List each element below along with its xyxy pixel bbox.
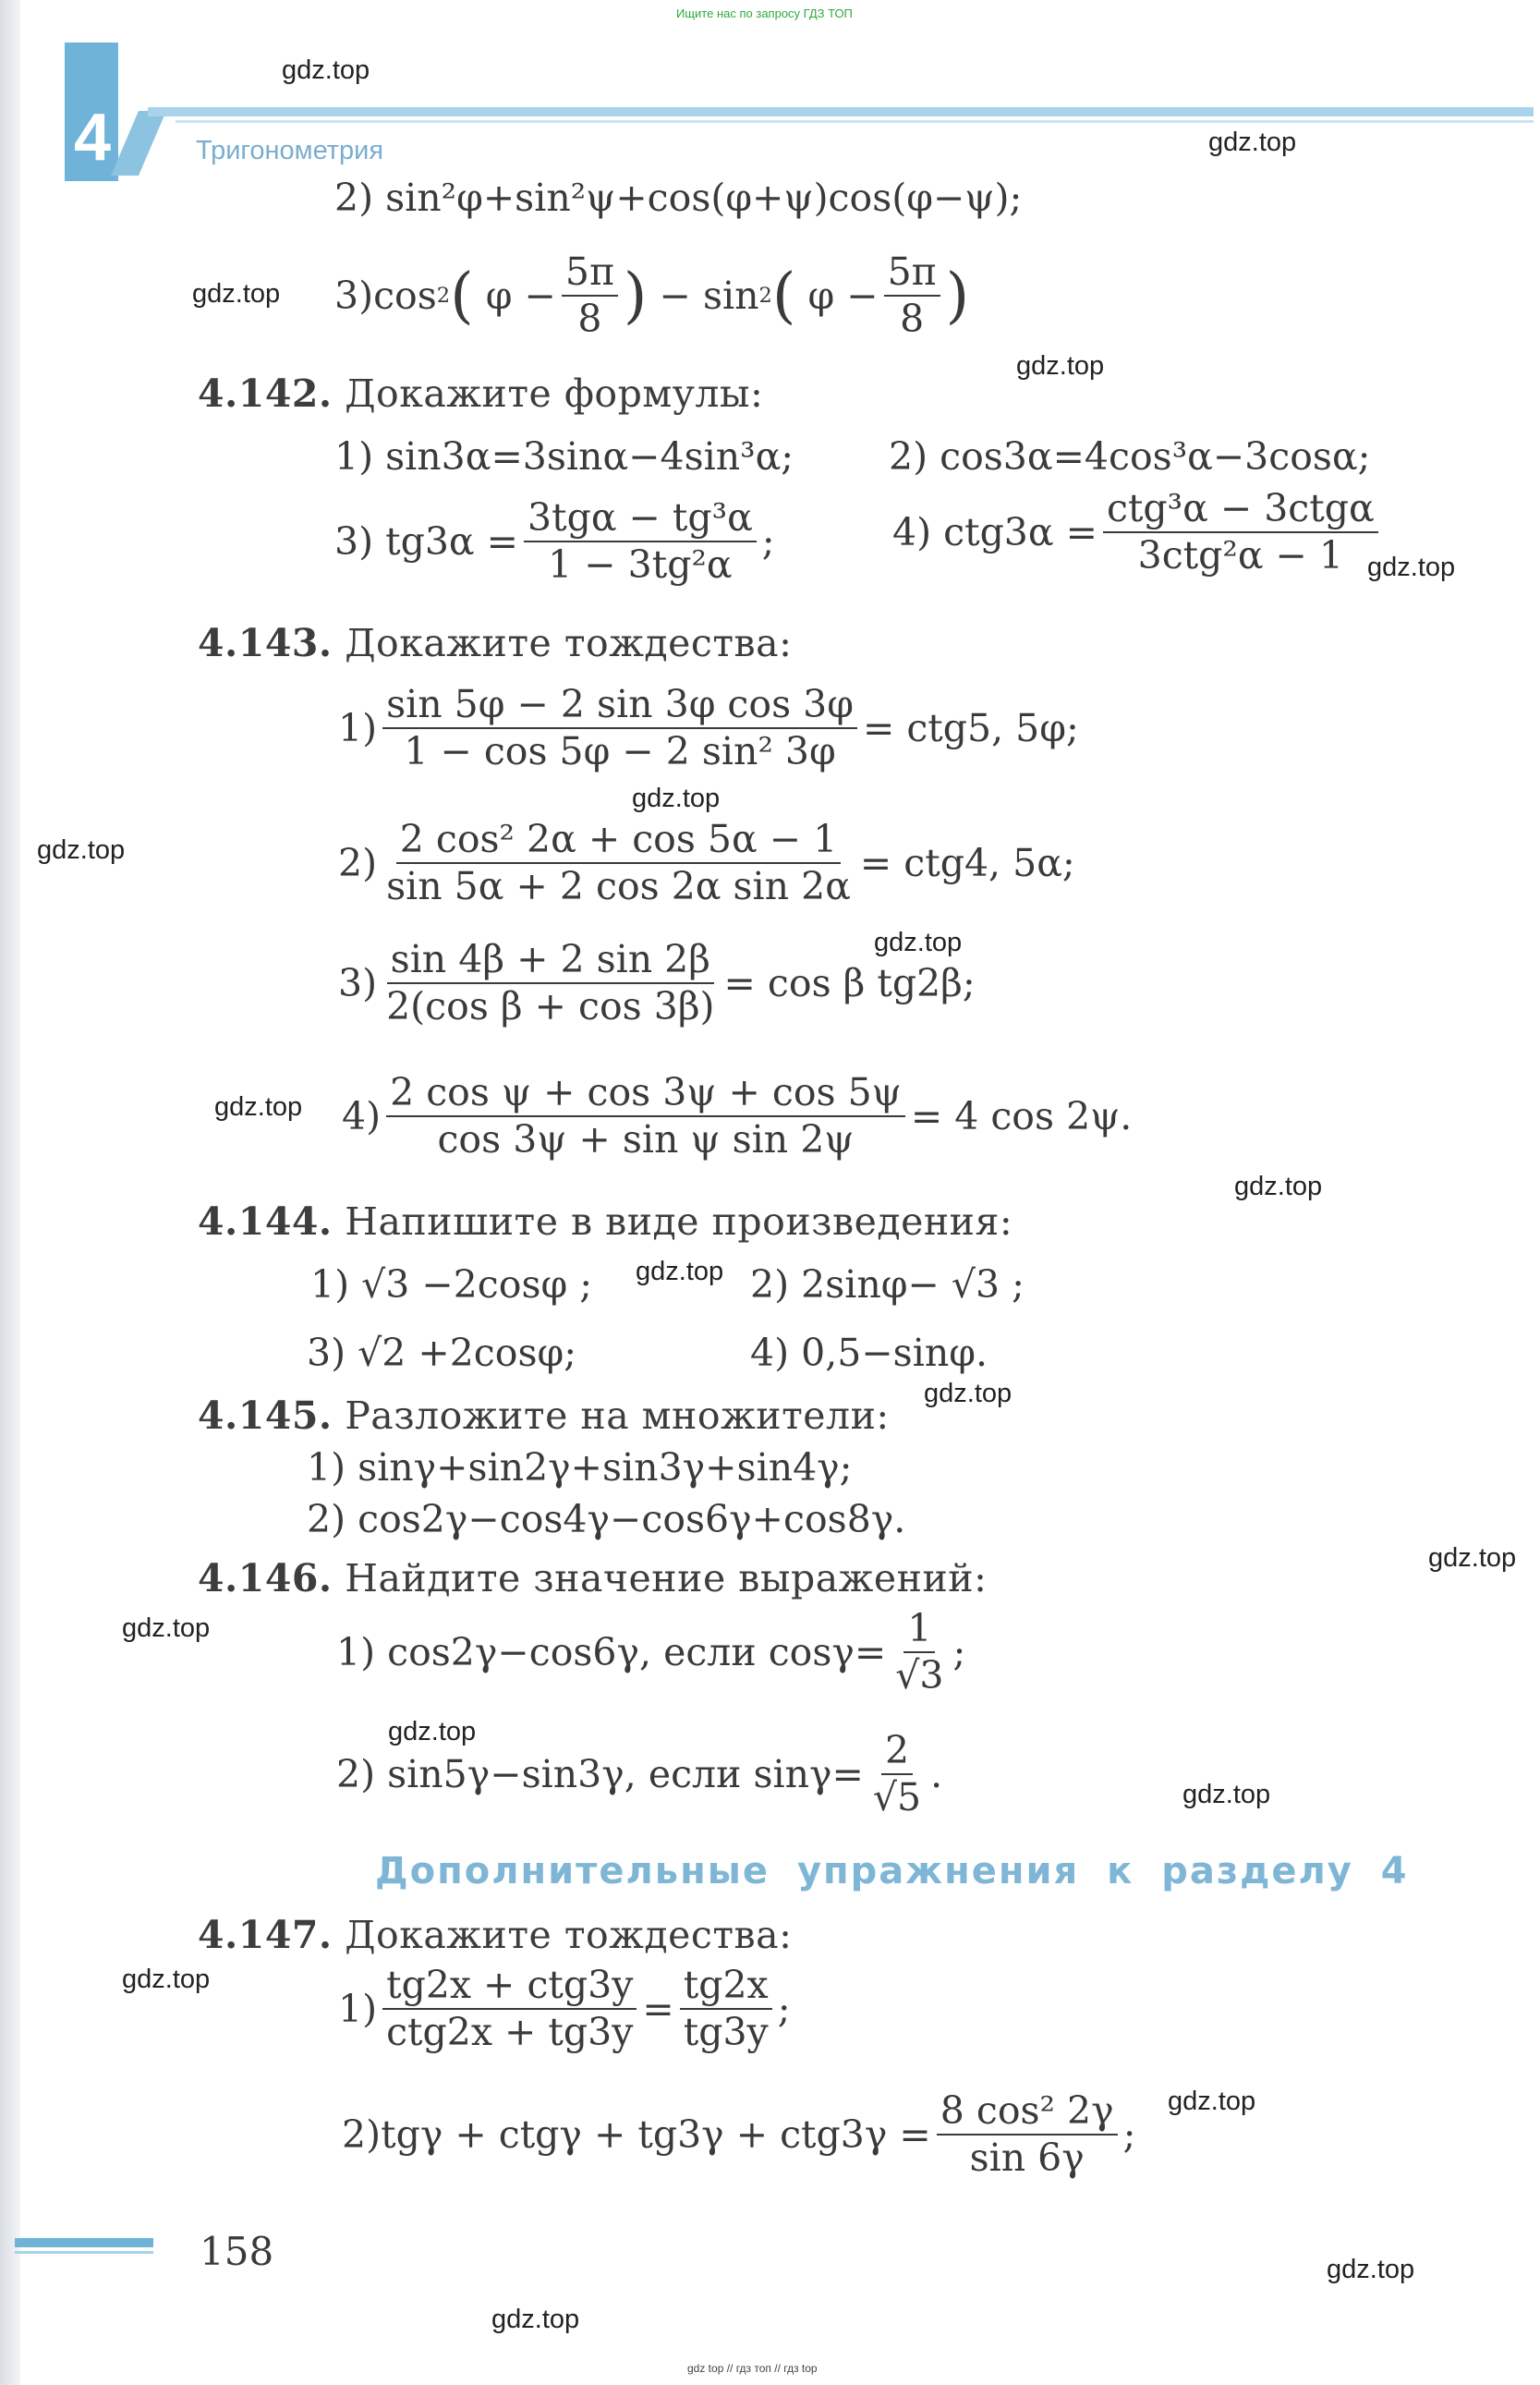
label: 2) [338,841,378,886]
p4147-item2 [342,2090,1135,2179]
p4143-item4 [342,1072,1132,1161]
watermark: gdz.top [1327,2255,1415,2284]
problem-text: Разложите на множители: [345,1393,890,1438]
problem-number: 4.146. [198,1556,333,1600]
denominator: √3 [895,1653,944,1698]
rhs: = ctg5, 5φ; [862,706,1079,751]
numerator: 5π [562,251,618,297]
watermark: gdz.top [874,928,963,957]
label: 3) [334,274,374,319]
denominator-2: 8 [900,297,925,342]
label: 4) [342,1094,382,1139]
p4146-item1 [336,1608,965,1697]
problem-text: Найдите значение выражений: [345,1556,988,1600]
end: ; [777,1987,791,2032]
expression: 2) sin5γ−sin3γ, если sinγ= [336,1752,864,1797]
denominator: √5 [872,1775,922,1820]
end: ; [1122,2112,1136,2158]
cos-word: cos [373,274,437,319]
watermark: gdz.top [1016,351,1105,381]
denominator: ctg2x + tg3y [386,2010,634,2055]
problem-number: 4.145. [198,1393,333,1438]
p4141-item3: 3) cos 2 ( φ − $\frac{5\pi}{8}$ ) − sin 2 ( φ − $\frac{5\pi}{8}$ ) [334,249,970,342]
end: ; [952,1630,966,1675]
problem-number: 4.147. [198,1913,333,1957]
problem-4145-heading [198,1393,890,1438]
numerator: 8 cos² 2γ [937,2090,1118,2136]
sin-word: sin [702,274,759,319]
p4145-item2: 2) cos2γ−cos4γ−cos6γ+cos8γ. [307,1497,906,1541]
p4142-item4: 4) ctg3α = $\frac{\text{ctg³α − 3ctgα}}{\text{3ctg²α − 1}}$ [892,488,1384,577]
page-edge [0,0,20,2385]
p4147-item1 [338,1965,791,2053]
watermark: gdz.top [388,1717,477,1746]
end: . [930,1752,943,1797]
label: 1) [338,1987,378,2032]
numerator: 2 cos ψ + cos 3ψ + cos 5ψ [386,1072,905,1117]
p4142-item3: 3) tg3α = $\frac{\text{3tgα − tg³α}}{\text{1 − 3tg²α}}$ ; [334,495,775,588]
p4144-item1: 1) √3 −2cosφ ; [310,1262,593,1307]
problem-number: 4.142. [198,371,333,416]
watermark: gdz.top [1234,1172,1323,1201]
p4143-item2 [338,819,1075,907]
problem-number: 4.144. [198,1199,333,1244]
problem-4142-heading [198,371,763,416]
label: 1) [338,706,378,751]
denominator-2: tg3y [683,2010,769,2055]
chapter-band-graphic [0,37,1540,194]
denominator: cos 3ψ + sin ψ sin 2ψ [437,1117,855,1162]
rhs: = cos β tg2β; [723,961,976,1006]
rhs: = ctg4, 5α; [859,841,1075,886]
numerator: ctg³α − 3ctgα [1103,488,1378,533]
watermark: gdz.top [282,55,370,85]
label: 3) [338,961,378,1006]
problem-4146-heading [198,1556,987,1600]
p4142-item1: 1) sin3α=3sinα−4sin³α; [334,434,794,479]
denominator: 3ctg²α − 1 [1137,533,1344,578]
watermark: gdz.top [122,1965,211,1994]
numerator-2: tg2x [680,1965,772,2010]
watermark: gdz.top [924,1379,1013,1408]
numerator: sin 5φ − 2 sin 3φ cos 3φ [382,684,857,729]
problem-4143-heading [198,621,792,665]
p4141-item2: 2) sin²φ+sin²ψ+cos(φ+ψ)cos(φ−ψ); [334,176,1023,220]
problem-text: Докажите тождества: [345,621,793,665]
top-note: Ищите нас по запросу ГДЗ ТОП [676,6,853,20]
watermark: gdz.top [214,1092,303,1122]
p4144-item4: 4) 0,5−sinφ. [750,1331,988,1375]
watermark: gdz.top [1208,128,1297,157]
denominator: sin 6γ [969,2136,1085,2181]
watermark: gdz.top [1428,1543,1517,1573]
watermark: gdz.top [37,835,126,865]
problem-text: Напишите в виде произведения: [345,1199,1013,1244]
numerator: 2 cos² 2α + cos 5α − 1 [396,819,841,864]
problem-4144-heading [198,1199,1013,1244]
chapter-number: 4 [74,101,112,175]
numerator-2: 5π [884,251,940,297]
problem-text: Докажите тождества: [345,1913,793,1957]
lhs: tgγ + ctgγ + tg3γ + ctg3γ = [381,2112,931,2158]
denominator: sin 5α + 2 cos 2α sin 2α [386,864,851,909]
rhs: = 4 cos 2ψ. [910,1094,1133,1139]
p4144-item3: 3) √2 +2cosφ; [307,1331,577,1375]
numerator: 2 [881,1730,913,1775]
equals: = [642,1987,674,2032]
numerator: tg2x + ctg3y [382,1965,637,2010]
denominator: 1 − cos 5φ − 2 sin² 3φ [404,729,836,774]
problem-text: Докажите формулы: [345,371,764,416]
watermark: gdz.top [1168,2087,1256,2116]
bottom-note: gdz top // гдз топ // гдз top [687,2362,818,2375]
watermark: gdz.top [122,1613,211,1643]
p4145-item1: 1) sinγ+sin2γ+sin3γ+sin4γ; [307,1445,853,1490]
p4143-item1 [338,684,1079,773]
denominator: 1 − 3tg²α [548,542,733,588]
label: 4) [892,510,932,555]
expression: 1) cos2γ−cos6γ, если cosγ= [336,1630,887,1675]
problem-number: 4.143. [198,621,333,665]
watermark: gdz.top [1367,553,1456,582]
footer-band-graphic [0,2227,166,2264]
numerator: 1 [903,1608,935,1653]
label: 3) [334,519,374,565]
watermark: gdz.top [636,1257,724,1286]
watermark: gdz.top [1182,1780,1271,1809]
watermark: gdz.top [632,784,721,813]
p4144-item2: 2) 2sinφ− √3 ; [750,1262,1025,1307]
problem-4147-heading [198,1913,792,1957]
numerator: sin 4β + 2 sin 2β [387,939,714,984]
watermark: gdz.top [192,279,281,309]
watermark: gdz.top [491,2305,580,2334]
denominator: 8 [577,297,602,342]
chapter-title: Тригонометрия [196,136,384,165]
numerator: 3tgα − tg³α [524,497,757,542]
p4142-item2: 2) cos3α=4cos³α−3cosα; [889,434,1371,479]
section-title: Дополнительные упражнения к разделу 4 [375,1850,1409,1892]
page-number: 158 [200,2229,274,2274]
denominator: 2(cos β + cos 3β) [386,984,715,1029]
label: 2) [342,2112,382,2158]
